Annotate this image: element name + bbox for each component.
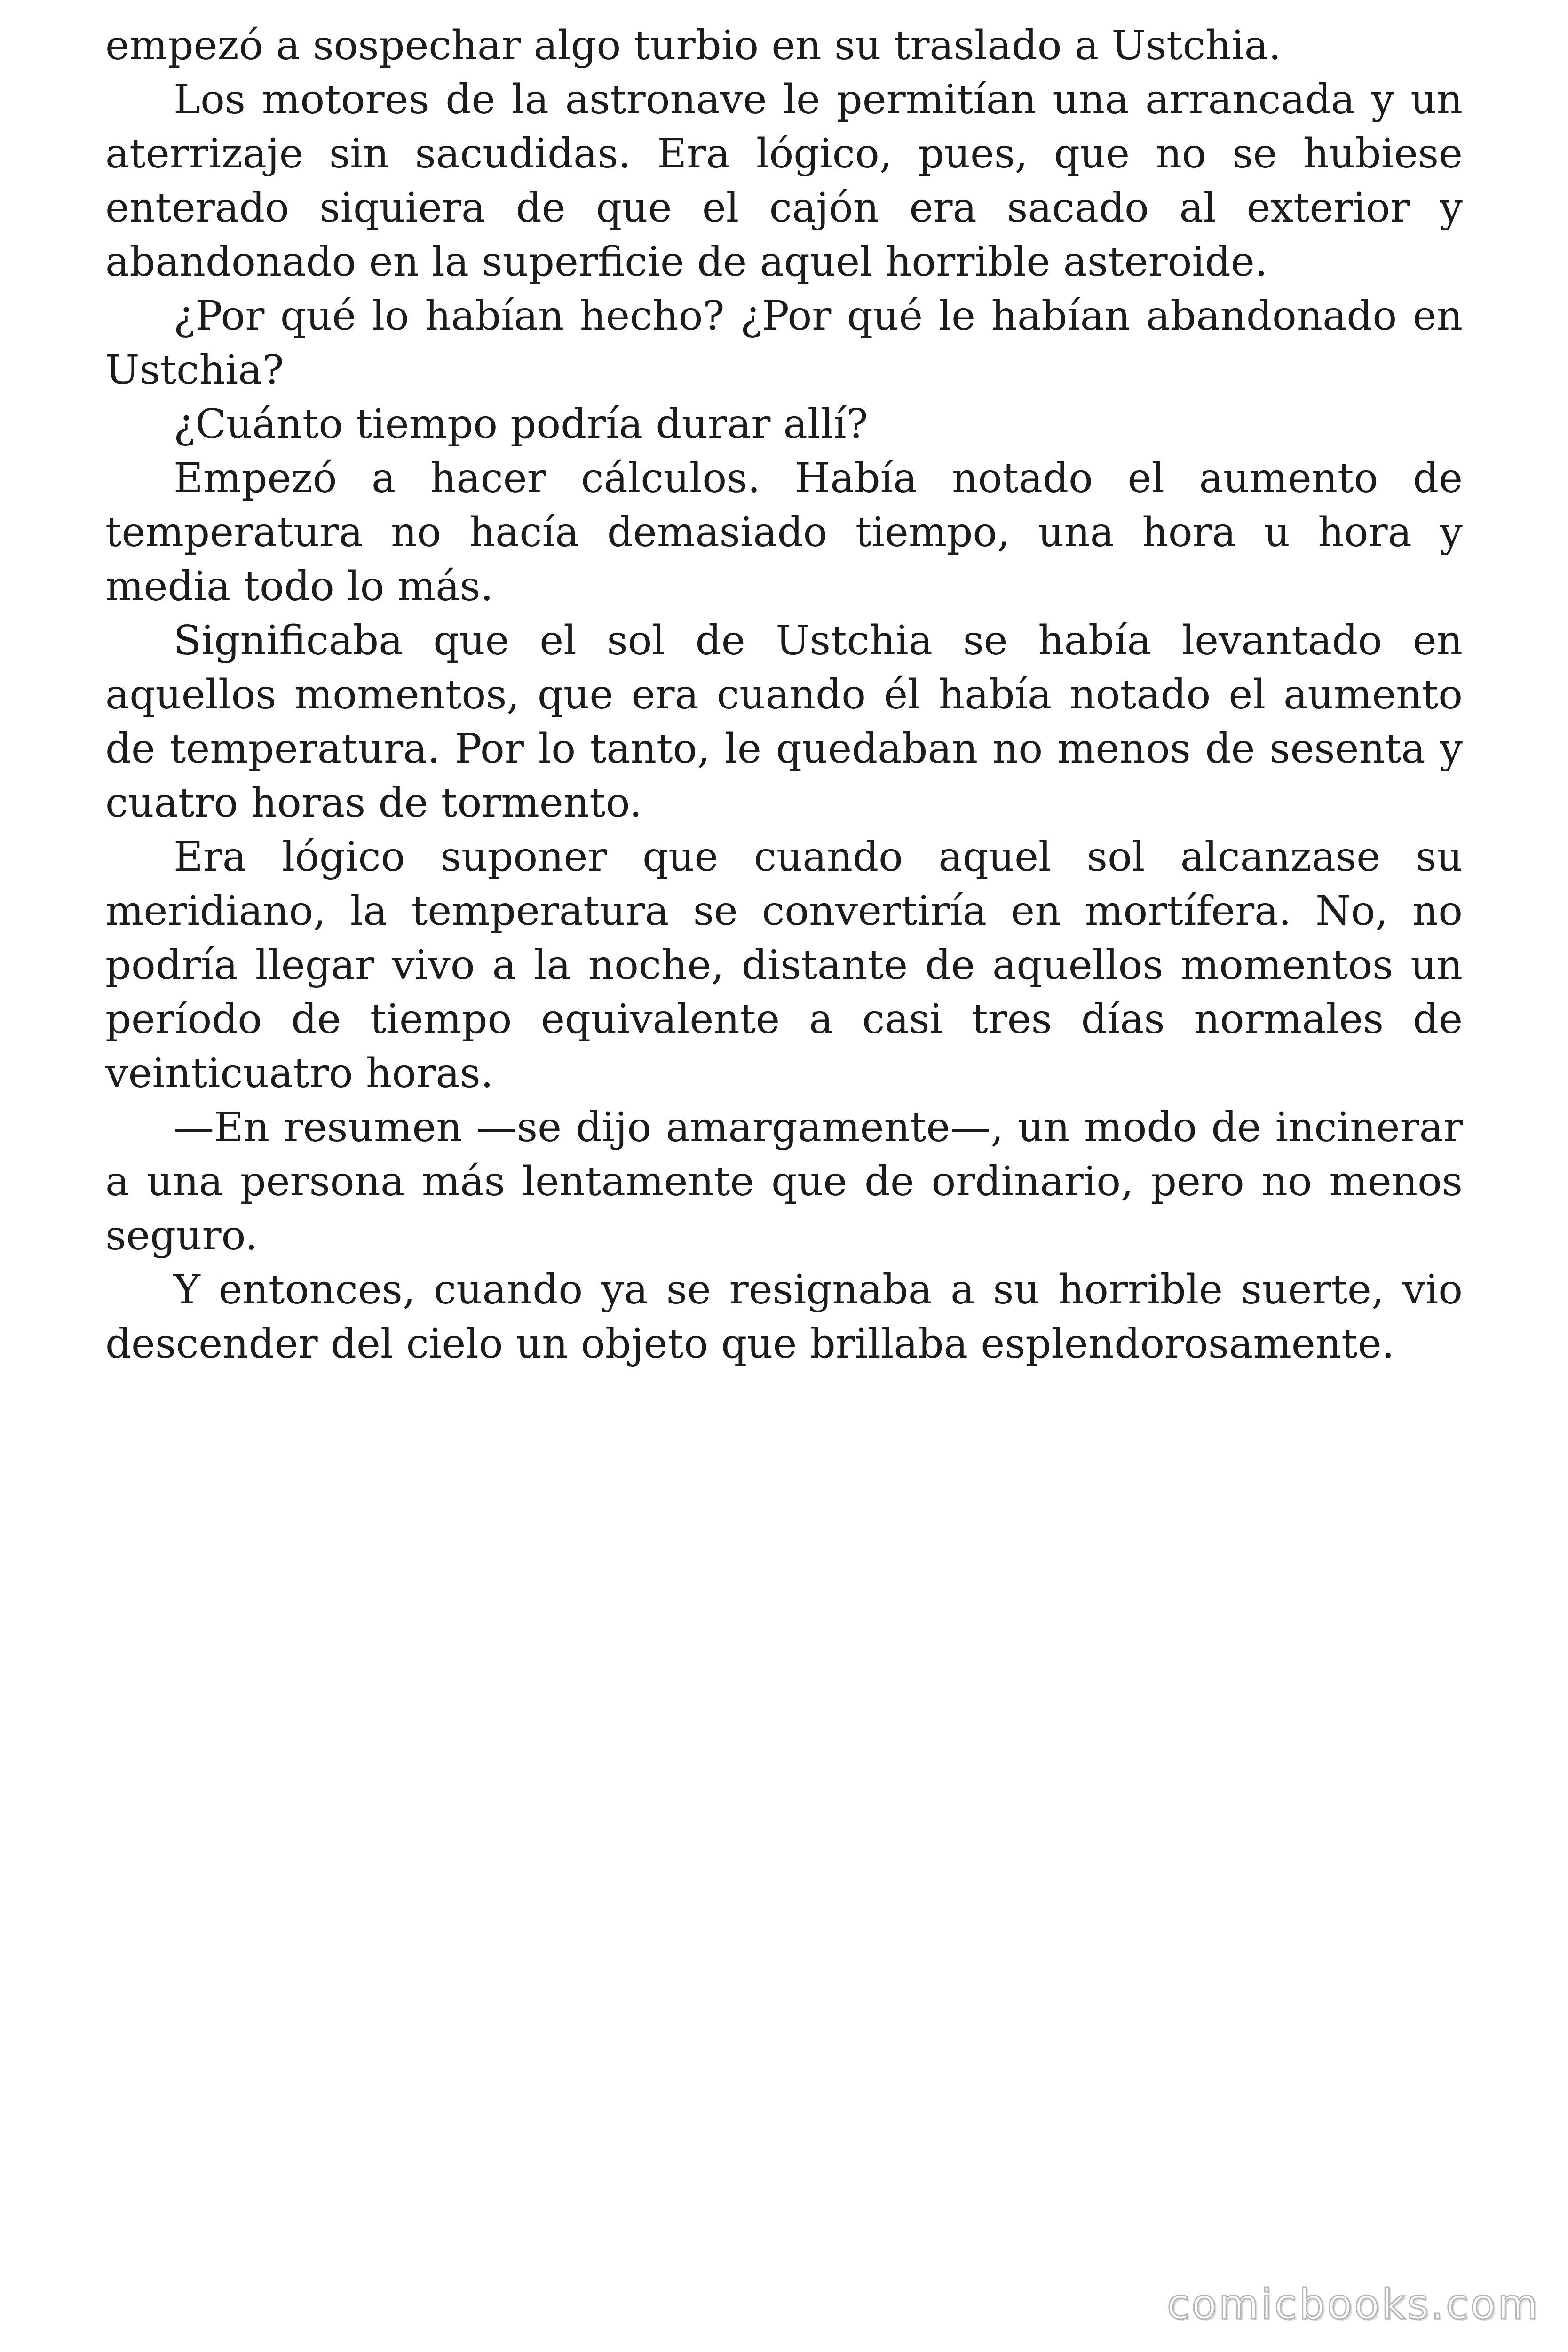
paragraph-1: empezó a sospechar algo turbio en su traslado a Ustchia. bbox=[105, 22, 1282, 69]
paragraph-8: —En resumen —se dijo amargamente—, un modo de incinerar a una persona más lentamente que de ordinario, pero no menos seguro. bbox=[105, 1104, 1463, 1259]
paragraph-5: Empezó a hacer cálculos. Había notado el aumento de temperatura no hacía demasiado tiempo, una hora u hora y media todo lo más. bbox=[105, 455, 1463, 610]
paragraph-4: ¿Cuánto tiempo podría durar allí? bbox=[174, 401, 868, 448]
paragraph-2: Los motores de la astronave le permitían una arrancada y un aterrizaje sin sacudidas. Era lógico, pues, que no se hubiese enterado siquiera de que el cajón era sacado al exterior y abandonado en la superficie de aquel horrible asteroide. bbox=[105, 76, 1463, 286]
paragraph-6: Significaba que el sol de Ustchia se había levantado en aquellos momentos, que era cuando él había notado el aumento de temperatura. Por lo tanto, le quedaban no menos de sesenta y cuatro horas de tormento. bbox=[105, 617, 1463, 826]
paragraph-7: Era lógico suponer que cuando aquel sol alcanzase su meridiano, la temperatura se convertiría en mortífera. No, no podría llegar vivo a la noche, distante de aquellos momentos un período de tiempo equivalente a casi tres días normales de veinticuatro horas. bbox=[105, 834, 1463, 1097]
paragraph-9: Y entonces, cuando ya se resignaba a su horrible suerte, vio descender del cielo un objeto que brillaba esplendorosamente. bbox=[105, 1266, 1463, 1367]
page-text bbox=[105, 19, 1463, 1371]
watermark: comicbooks.com bbox=[1166, 2280, 1540, 2328]
paragraph-3: ¿Por qué lo habían hecho? ¿Por qué le habían abandonado en Ustchia? bbox=[105, 293, 1463, 394]
